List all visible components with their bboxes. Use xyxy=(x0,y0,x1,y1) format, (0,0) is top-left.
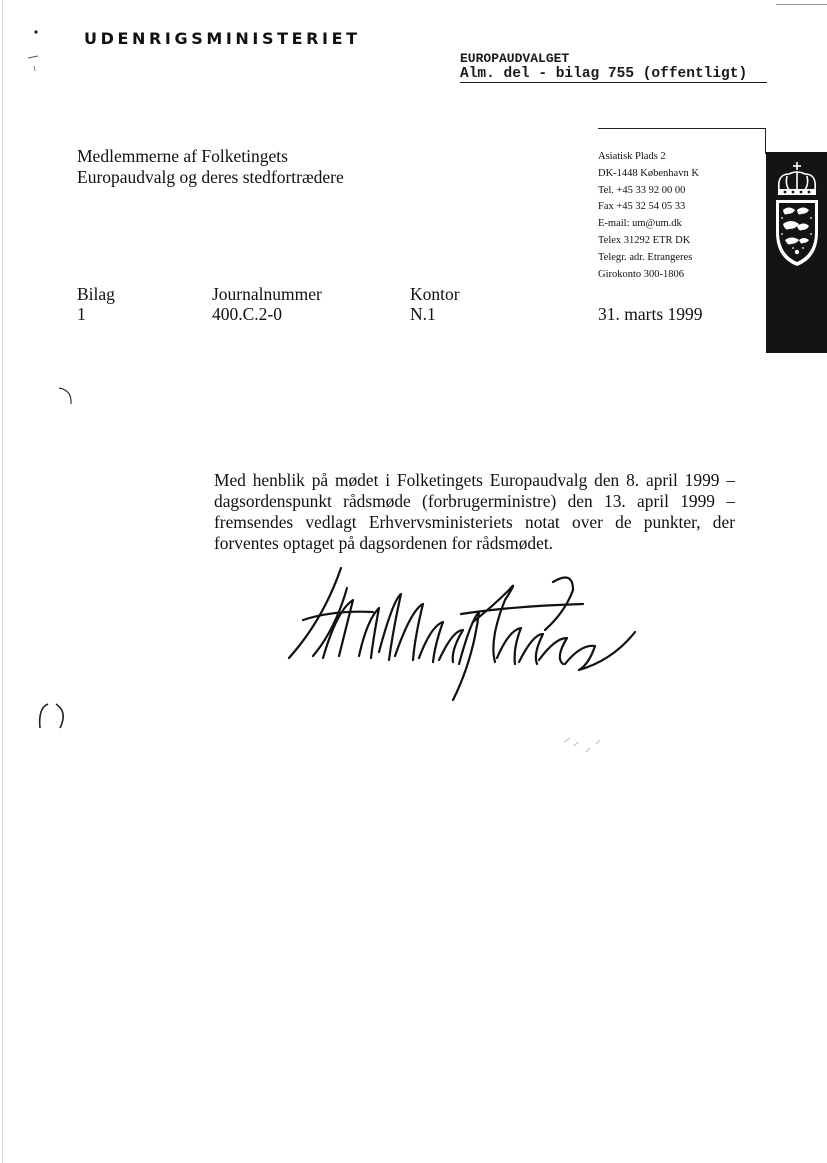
journal-label: Journalnummer xyxy=(212,284,322,304)
address-email: E-mail: um@um.dk xyxy=(598,218,682,230)
stamp-reference: Alm. del - bilag 755 (offentligt) xyxy=(460,67,767,83)
stamp-committee: EUROPAUDVALGET xyxy=(460,51,570,66)
recipient-block xyxy=(77,146,344,188)
kontor-label: Kontor xyxy=(410,284,460,304)
scan-specks xyxy=(24,22,44,82)
scan-top-line xyxy=(776,4,827,5)
punch-hole-mark-bottom xyxy=(34,698,70,732)
address-telegram: Telegr. adr. Etrangeres xyxy=(598,251,693,263)
kontor-value: N.1 xyxy=(410,304,436,324)
address-phone: Tel. +45 33 92 00 00 xyxy=(598,184,686,196)
scan-edge-line xyxy=(2,0,3,1163)
letter-date: 31. marts 1999 xyxy=(598,304,703,324)
address-telex: Telex 31292 ETR DK xyxy=(598,234,691,246)
address-block xyxy=(598,149,699,283)
archive-stamp xyxy=(460,51,767,83)
bilag-value: 1 xyxy=(77,304,86,324)
bilag-label: Bilag xyxy=(77,284,115,304)
punch-hole-mark-top xyxy=(56,384,80,412)
address-city: DK-1448 København K xyxy=(598,167,699,179)
journal-value: 400.C.2-0 xyxy=(212,304,282,324)
ministry-name: UDENRIGSMINISTERIET xyxy=(84,29,361,48)
letter-body: Med henblik på mødet i Folketingets Europaudvalg den 8. april 1999 – dagsordenspunkt rådsmøde (forbrugerministre) den 13. april 1999 – fremsendes vedlagt Erhvervsministeriets notat over de punkter, der forventes optaget på dagsordenen for rådsmødet. xyxy=(214,470,735,553)
recipient-line-2: Europaudvalg og deres stedfortrædere xyxy=(77,167,344,187)
address-fax: Fax +45 32 54 05 33 xyxy=(598,201,686,213)
address-street: Asiatisk Plads 2 xyxy=(598,151,666,162)
coat-of-arms-icon xyxy=(773,160,821,268)
address-rule-side xyxy=(765,128,766,154)
scan-specks-lower xyxy=(556,732,616,772)
address-rule xyxy=(598,128,766,129)
address-giro: Girokonto 300-1806 xyxy=(598,268,685,280)
recipient-line-1: Medlemmerne af Folketingets xyxy=(77,146,288,166)
handwritten-signature xyxy=(283,560,653,710)
